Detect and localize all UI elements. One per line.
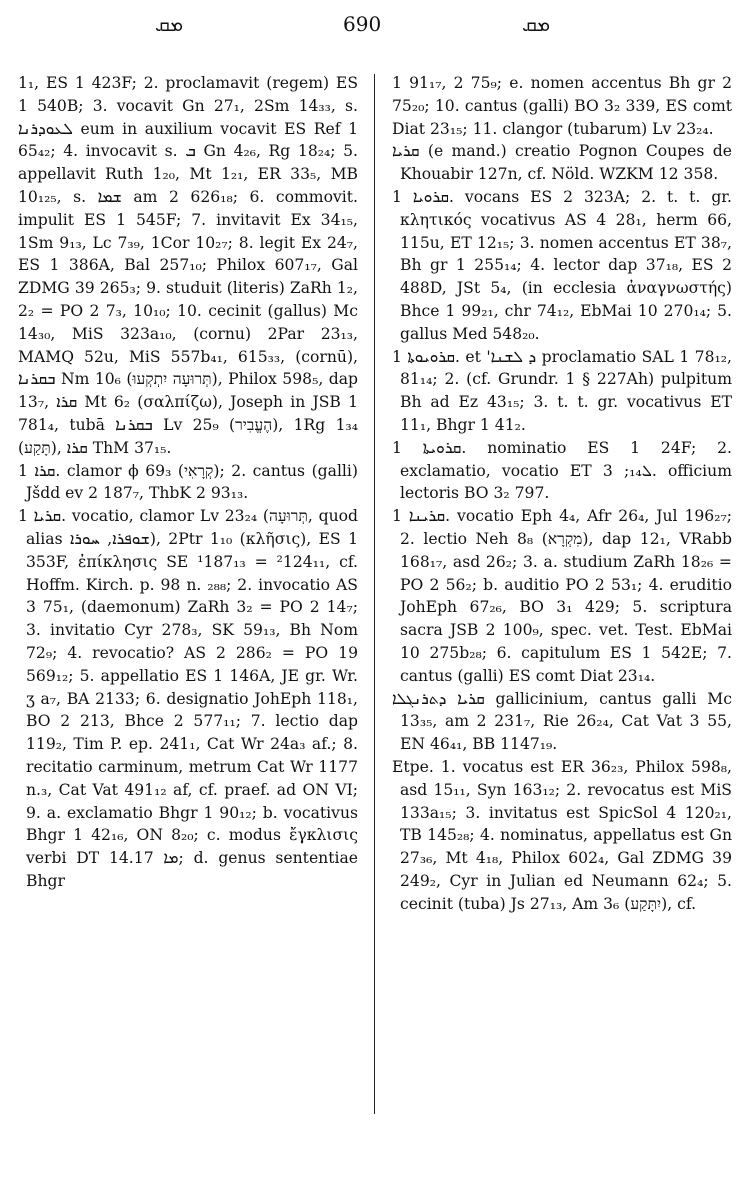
entry: ܩܪܝܢܐ 1. vocatio Eph 4₄, Afr 26₄, Jul 196₂₇; 2. lectio Neh 8₈ (מִקְרָא), dap 12₁, VRabb 168₁₇, asd 26₂; 3. a. studium ZaRh 18₂₆ = PO 2 56₂; b. auditio PO 2 53₁; 4. eruditio JohEph 67₂₆, BO 3₁ 429; 5. scriptura sacra JSB 2 100₉, spec. vet. Test. EbMai 10 275b₂₈; 6. capitulum ES 1 542E; 7. cantus (galli) ES comt Diat 23₁₄. xyxy=(392,507,732,685)
right-column xyxy=(392,72,732,915)
entry: ܩܪܐ 1. clamor ϕ 69₃ (קְרָאִי); 2. cantus (galli) Jšdd ev 2 187₇, ThbK 2 93₁₃. xyxy=(18,461,358,503)
entry: Etpe. 1. vocatus est ER 36₂₃, Philox 598₈, asd 15₁₁, Syn 163₁₂; 2. revocatus est MiS 133a₁₅; 3. invitatus est SpicSol 4 120₂₁, TB 145₂₈; 4. nominatus, appellatus est Gn 27₃₆, Mt 4₁₈, Philox 602₄, Gal ZDMG 39 249₂, Cyr in Julian ed Neumann 62₄; 5. cecinit (tuba) Js 27₁₃, Am 3₆ (יִתָּקַע), cf. xyxy=(392,757,732,913)
entry: ܩܪܝܐ (e mand.) creatio Pognon Coupes de Khouabir 127n, cf. Nöld. WZKM 12 358. xyxy=(392,142,732,184)
entry: ܩܪܝܐ 1. vocatio, clamor Lv 23₂₄ (תְּרוּעָה, quod alias ܫܘܦܪܐ, ܚܘܪܐ), 2Ptr 1₁₀ (κλῆσις), ES 1 353F, ἐπίκλησις SE ¹187₁₃ = ²124₁₁, cf. Hoffm. Kirch. p. 98 n. ₂₈₈; 2. invocatio AS 3 75₁, (daemonum) ZaRh 3₂ = PO 2 14₇; 3. invitatio Cyr 278₃, SK 59₁₃, Bh Nom 72₉; 4. revocatio? AS 2 286₂ = PO 19 569₁₂; 5. appellatio ES 1 146A, JE gr. Wr. ʒ a₇, BA 2133; 6. designatio JohEph 118₁, BO 2 213, Bhce 2 577₁₁; 7. lectio dap 119₂, Tim P. ep. 241₁, Cat Wr 24a₃ af.; 8. recitatio carminum, metrum Cat Wr 1177 n.₃, Cat Vat 491₁₂ af, cf. praef. ad ON VI; 9. a. exclamatio Bhgr 1 90₁₂; b. vocativus Bhgr 1 42₁₆, ON 8₂₀; c. modus ἔγκλισις verbi DT ܡܐ 14.17; d. genus sententiae Bhgr xyxy=(18,507,359,890)
entry-continuation: 1₁, ES 1 423F; 2. proclamavit (regem) ES 1 540B; 3. vocavit Gn 27₁, 2Sm 14₃₃, s. ܠܥܘܕܪܢܐ eum in auxilium vocavit ES Ref 1 65₄₂; 4. invocavit s. ܒ Gn 4₂₆, Rg 18₂₄; 5. appellavit Ruth 1₂₀, Mt 1₂₁, ER 33₅, MB 10₁₂₅, s. ܫܡܐ am 2 626₁₈; 6. commovit. impulit ES 1 545F; 7. invitavit Ex 34₁₅, 1Sm 9₁₃, Lc 7₃₉, 1Cor 10₂₇; 8. legit Ex 24₇, ES 1 386A, Bal 257₁₀; Philox 607₁₇, Gal ZDMG 39 265₃; 9. studuit (literis) ZaRh 1₂, 2₂ = PO 2 7₃, 10₁₀; 10. cecinit (gallus) Mc 14₃₀, MiS 323a₁₀, (cornu) 2Par 23₁₃, MAMQ 52u, MiS 557b₄₁, 615₃₃, (cornū), ܒܩܪܢܐ Nm 10₆ (תְּרוּעָה יִתְקְעוּ), Philox 598₅, dap 13₇, ܩܪܐ Mt 6₂ (σαλπίζω), Joseph in JSB 1 781₄, tubā ܒܩܪܢܐ Lv 25₉ (הֶעֱבִיר), 1Rg 1₃₄ (תָּקַע), ܩܪܐ ThM 37₁₅. xyxy=(18,74,359,457)
header-left-headword: ܡܩ xyxy=(155,12,184,36)
header-right-headword: ܡܩ xyxy=(522,12,551,36)
entry-continuation: 1 91₁₇, 2 75₉; e. nomen accentus Bh gr 2 75₂₀; 10. cantus (galli) BO 3₂ 339, ES comt Diat 23₁₅; 11. clangor (tubarum) Lv 23₂₄. xyxy=(392,74,732,138)
entry: ܩܪܘܝܐ 1. vocans ES 2 323A; 2. t. t. gr. κλητικός vocativus AS 4 28₁, herm 66, 115u, ET 12₁₅; 3. nomen accentus ET 38₇, Bh gr 1 255₁₄; 4. lector dap 37₁₈, ES 2 488D, JSt 5₄, (in ecclesia ἀναγνωστής) Bhce 1 99₂₁, chr 74₁₂, EbMai 10 270₁₄; 5. gallus Med 548₂₀. xyxy=(392,187,732,343)
entry: ܩܪܘܝܬܐ 1. nominatio ES 1 24F; 2. exclamatio, vocatio ET ܠ₁₄; 3. officium lectoris BO 3₂ 797. xyxy=(392,438,732,503)
entry: ܩܪܘܝܘܬܐ 1. et 'ܕ ܠܫܢܐ proclamatio SAL 1 78₁₂, 81₁₄; 2. (cf. Grundr. 1 § 227Ah) pulpitum Bh ad Ez 43₁₅; 3. t. t. gr. vocativus ET 11₁, Bhgr 1 41₂. xyxy=(392,347,732,434)
running-header xyxy=(0,8,750,38)
column-divider xyxy=(374,74,375,1114)
entry: ܩܪܝܐ ܕܬܪܢܓܠܐ gallicinium, cantus galli Mc 13₃₅, am 2 231₇, Rie 26₂₄, Cat Vat 3 55, EN 46₄₁, BB 1147₁₉. xyxy=(392,689,732,754)
page-number: 690 xyxy=(343,12,382,36)
left-column xyxy=(18,72,358,893)
